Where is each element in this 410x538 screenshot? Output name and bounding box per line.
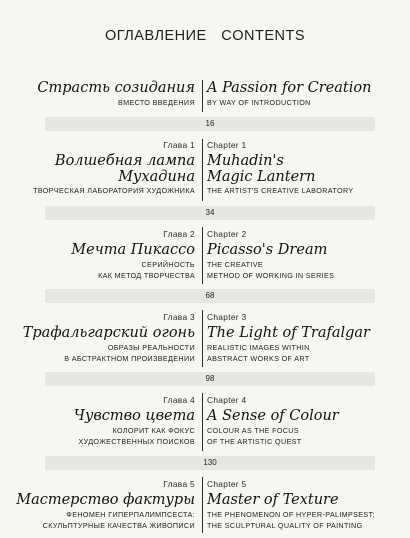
chapter-label-en: Chapter 1 (207, 140, 247, 150)
chapter-label-en: Chapter 4 (207, 395, 247, 405)
chapter-label-ru: Глава 5 (163, 479, 195, 489)
chapter-sub-en-line1: REALISTIC IMAGES WITHIN (207, 343, 310, 352)
chapter-sub-ru-line1: ФЕНОМЕН ГИПЕРПАЛИМПСЕСТА: (66, 510, 195, 519)
chapter-title-en: The Light of Trafalgar (207, 325, 370, 341)
chapter-sub-en-line1: COLOUR AS THE FOCUS (207, 426, 299, 435)
chapter-title-ru: Мечта Пикассо (71, 242, 195, 258)
page-band-68 (45, 289, 375, 303)
chapter-sub-en-line1: THE PHENOMENON OF HYPER-PALIMPSEST: (207, 510, 375, 519)
page-band-130 (45, 456, 375, 470)
chapter-sub-ru-line2: КАК МЕТОД ТВОРЧЕСТВА (98, 271, 195, 280)
chapter-title-ru: Трафальгарский огонь (22, 325, 195, 341)
intro-divider (202, 80, 203, 112)
chapter-sub-en: THE ARTIST'S CREATIVE LABORATORY (207, 186, 354, 195)
chapter-title-en-line1: Muhadin's (207, 153, 284, 169)
page-band-16 (45, 117, 375, 131)
chapter-label-en: Chapter 3 (207, 312, 247, 322)
chapter-2-divider (202, 227, 203, 284)
intro-title-ru: Страсть созидания (37, 80, 195, 96)
chapter-3-divider (202, 310, 203, 367)
chapter-title-ru-line2: Мухадина (118, 169, 195, 185)
intro-sub-ru: ВМЕСТО ВВЕДЕНИЯ (117, 98, 195, 107)
chapter-sub-en-line2: METHOD OF WORKING IN SERIES (207, 271, 335, 280)
chapter-sub-ru-line1: КОЛОРИТ КАК ФОКУС (112, 426, 195, 435)
contents-header (0, 28, 410, 44)
page-number: 34 (205, 208, 215, 217)
chapter-label-ru: Глава 3 (163, 312, 195, 322)
page-number: 68 (205, 291, 215, 300)
chapter-title-en-line2: Magic Lantern (207, 169, 316, 185)
chapter-sub-en-line2: OF THE ARTISTIC QUEST (207, 437, 302, 446)
intro-sub-en: BY WAY OF INTRODUCTION (207, 98, 311, 107)
header-ru: ОГЛАВЛЕНИЕ (104, 28, 207, 44)
chapter-title-en: Picasso's Dream (207, 242, 328, 258)
chapter-sub-ru-line1: ОБРАЗЫ РЕАЛЬНОСТИ (107, 343, 195, 352)
chapter-title-ru: Чувство цвета (73, 408, 195, 424)
page-band-34 (45, 206, 375, 220)
chapter-label-ru: Глава 1 (163, 140, 195, 150)
chapter-4-divider (202, 393, 203, 451)
page-band-98 (45, 372, 375, 386)
chapter-label-ru: Глава 4 (163, 395, 195, 405)
chapter-title-en: Master of Texture (207, 492, 339, 508)
chapter-sub-en-line2: ABSTRACT WORKS OF ART (207, 354, 310, 363)
intro-title-en: A Passion for Creation (207, 80, 372, 96)
chapter-title-ru: Мастерство фактуры (16, 492, 195, 508)
chapter-title-ru-line1: Волшебная лампа (54, 153, 195, 169)
chapter-label-ru: Глава 2 (163, 229, 195, 239)
header-en: CONTENTS (221, 28, 306, 44)
chapter-5-divider (202, 477, 203, 533)
page-number: 130 (203, 458, 217, 467)
chapter-sub-ru-line1: СЕРИЙНОСТЬ (141, 260, 195, 269)
page-number: 16 (205, 119, 215, 128)
chapter-sub-en-line1: THE CREATIVE (207, 260, 263, 269)
chapter-sub-en-line2: THE SCULPTURAL QUALITY OF PAINTING (207, 521, 363, 530)
page-number: 98 (205, 374, 215, 383)
chapter-title-en: A Sense of Colour (207, 408, 339, 424)
chapter-sub-ru-line2: В АБСТРАКТНОМ ПРОИЗВЕДЕНИИ (64, 354, 195, 363)
chapter-sub-ru: ТВОРЧЕСКАЯ ЛАБОРАТОРИЯ ХУДОЖНИКА (33, 186, 195, 195)
chapter-label-en: Chapter 2 (207, 229, 247, 239)
chapter-sub-ru-line2: СКУЛЬПТУРНЫЕ КАЧЕСТВА ЖИВОПИСИ (42, 521, 195, 530)
chapter-sub-ru-line2: ХУДОЖЕСТВЕННЫХ ПОИСКОВ (78, 437, 195, 446)
chapter-1-divider (202, 139, 203, 201)
chapter-label-en: Chapter 5 (207, 479, 247, 489)
